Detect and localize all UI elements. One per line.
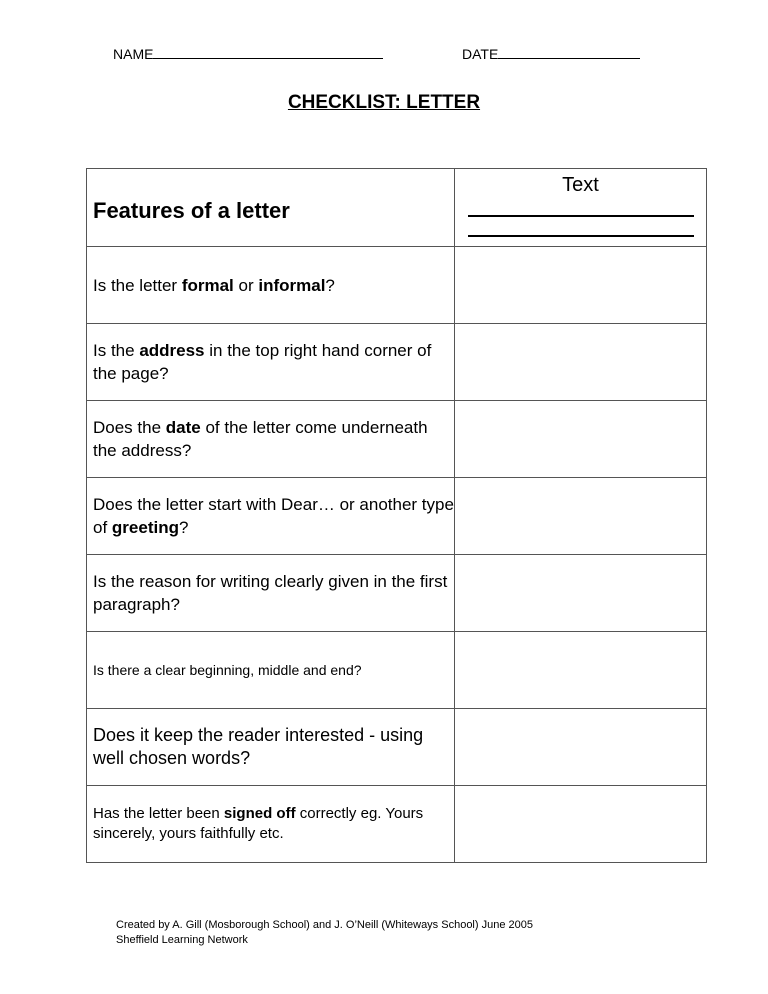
footer-credits: Created by A. Gill (Mosborough School) and J. O’Neill (Whiteways School) June 2005	[116, 919, 533, 931]
name-field[interactable]	[113, 44, 383, 62]
table-row	[87, 632, 707, 709]
table-row	[87, 324, 707, 401]
features-header: Features of a letter	[93, 197, 290, 223]
answer-cell[interactable]	[455, 401, 707, 478]
feature-question: Does it keep the reader interested - using well chosen words?	[93, 725, 424, 768]
answer-cell[interactable]	[455, 478, 707, 555]
feature-cell	[87, 247, 455, 324]
feature-question: Is the letter formal or informal?	[93, 275, 335, 295]
answer-cell[interactable]	[455, 555, 707, 632]
table-row	[87, 478, 707, 555]
text-blank-line-1	[468, 197, 694, 217]
table-row	[87, 555, 707, 632]
feature-cell	[87, 555, 455, 632]
footer-network: Sheffield Learning Network	[116, 934, 248, 946]
name-blank[interactable]	[153, 44, 383, 59]
feature-cell	[87, 709, 455, 786]
table-row	[87, 709, 707, 786]
date-label: DATE	[462, 46, 499, 62]
feature-question: Has the letter been signed off correctly eg. Yours sincerely, yours faithfully etc.	[93, 805, 424, 842]
feature-question: Is there a clear beginning, middle and end?	[93, 662, 362, 678]
table-row	[87, 247, 707, 324]
answer-cell[interactable]	[455, 709, 707, 786]
feature-question: Is the reason for writing clearly given in the first paragraph?	[93, 572, 448, 614]
date-field[interactable]	[462, 44, 640, 62]
feature-question: Is the address in the top right hand corner of the page?	[93, 341, 432, 383]
feature-cell	[87, 478, 455, 555]
answer-cell[interactable]	[455, 247, 707, 324]
table-header-row	[87, 169, 707, 247]
table-row	[87, 401, 707, 478]
features-header-cell	[87, 169, 455, 247]
answer-cell[interactable]	[455, 786, 707, 863]
text-header: Text	[562, 174, 599, 196]
text-blank-line-2	[468, 217, 694, 237]
feature-cell	[87, 632, 455, 709]
name-label: NAME	[113, 46, 154, 62]
feature-cell	[87, 401, 455, 478]
feature-question: Does the letter start with Dear… or another type of greeting?	[93, 495, 454, 537]
table-row	[87, 786, 707, 863]
checklist-table	[86, 168, 707, 863]
feature-cell	[87, 324, 455, 401]
date-blank[interactable]	[498, 44, 640, 59]
page-title: CHECKLIST: LETTER	[287, 92, 481, 113]
feature-cell	[87, 786, 455, 863]
answer-cell[interactable]	[455, 324, 707, 401]
feature-question: Does the date of the letter come underneath the address?	[93, 418, 428, 460]
answer-cell[interactable]	[455, 632, 707, 709]
footer	[116, 918, 533, 948]
text-header-cell[interactable]	[455, 169, 707, 247]
